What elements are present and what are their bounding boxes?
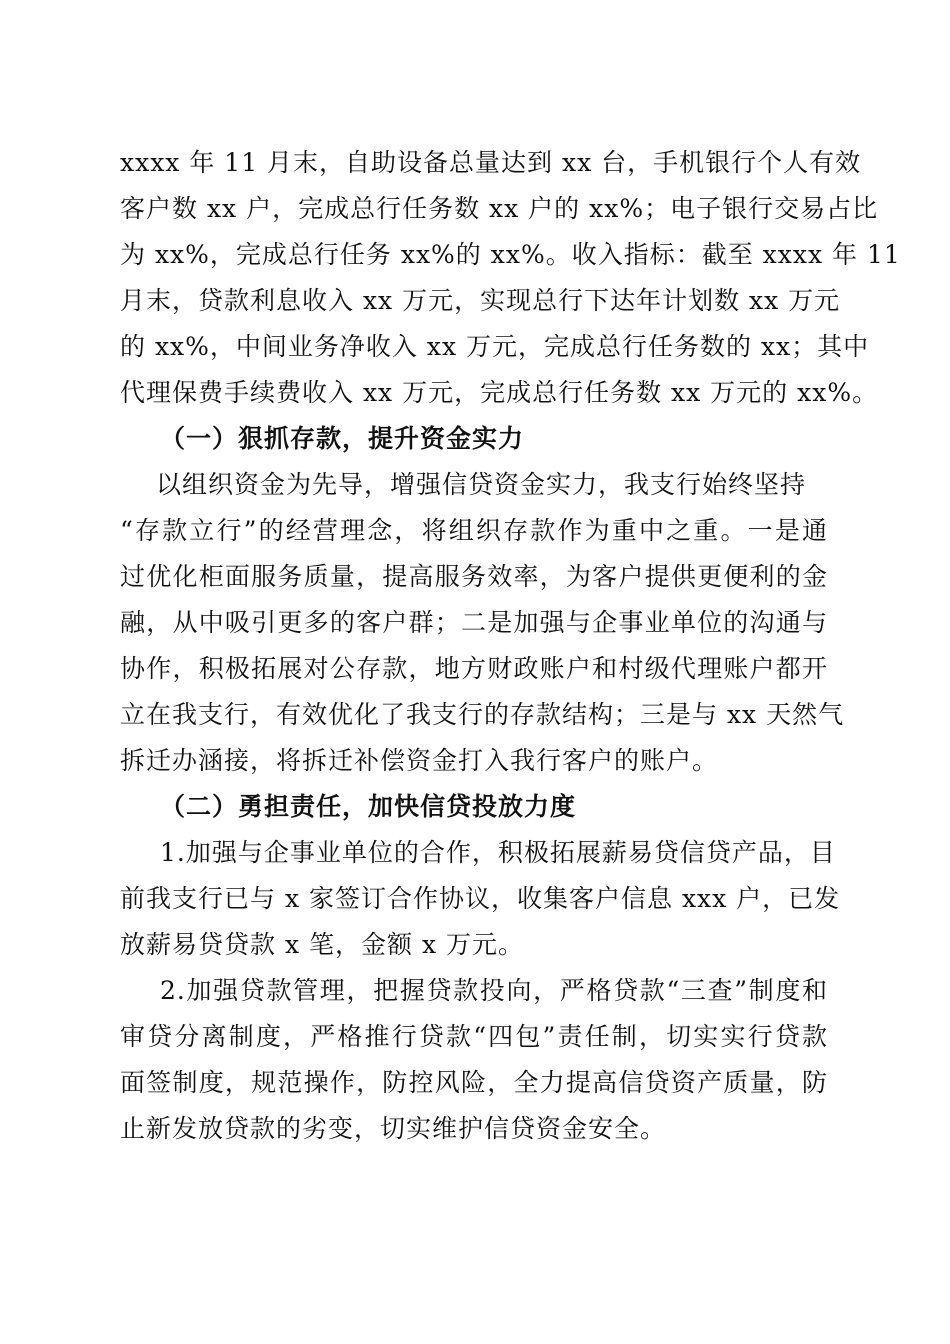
paragraph-line: 客户数 xx 户，完成总行任务数 xx 户的 xx%；电子银行交易占比 <box>120 194 879 223</box>
paragraph-line: 止新发放贷款的劣变，切实维护信贷资金安全。 <box>120 1114 667 1143</box>
paragraph-line: 面签制度，规范操作，防控风险，全力提高信贷资产质量，防 <box>120 1068 828 1097</box>
paragraph-line: 协作，积极拓展对公存款，地方财政账户和村级代理账户都开 <box>120 654 828 683</box>
paragraph-line: 以组织资金为先导，增强信贷资金实力，我支行始终坚持 <box>156 470 807 499</box>
paragraph-line: 的 xx%，中间业务净收入 xx 万元，完成总行任务数的 xx；其中 <box>120 332 870 361</box>
paragraph-line: 融，从中吸引更多的客户群；二是加强与企事业单位的沟通与 <box>120 608 828 637</box>
paragraph-line: 审贷分离制度，严格推行贷款“四包”责任制，切实实行贷款 <box>120 1022 828 1051</box>
paragraph-line: 为 xx%，完成总行任务 xx%的 xx%。收入指标：截至 xxxx 年 11 <box>120 240 901 269</box>
paragraph-line: “存款立行”的经营理念，将组织存款作为重中之重。一是通 <box>120 516 828 545</box>
section-heading: （二）勇担责任，加快信贷投放力度 <box>160 792 577 821</box>
paragraph-line: 放薪易贷贷款 x 笔，金额 x 万元。 <box>120 930 524 959</box>
paragraph-line: 2.加强贷款管理，把握贷款投向，严格贷款“三查”制度和 <box>160 976 828 1005</box>
section-heading: （一）狠抓存款，提升资金实力 <box>160 424 525 453</box>
paragraph-line: 过优化柜面服务质量，提高服务效率，为客户提供更便利的金 <box>120 562 828 591</box>
paragraph-line: 拆迁办涵接，将拆迁补偿资金打入我行客户的账户。 <box>120 746 719 775</box>
paragraph-line: 代理保费手续费收入 xx 万元，完成总行任务数 xx 万元的 xx%。 <box>120 378 879 407</box>
paragraph-line: 立在我支行，有效优化了我支行的存款结构；三是与 xx 天然气 <box>120 700 845 729</box>
paragraph-line: 月末，贷款利息收入 xx 万元，实现总行下达年计划数 xx 万元 <box>120 286 841 315</box>
paragraph-line: xxxx 年 11 月末，自助设备总量达到 xx 台，手机银行个人有效 <box>120 148 862 177</box>
paragraph-line: 1.加强与企事业单位的合作，积极拓展薪易贷信贷产品，目 <box>160 838 836 867</box>
paragraph-line: 前我支行已与 x 家签订合作协议，收集客户信息 xxx 户，已发 <box>120 884 841 913</box>
